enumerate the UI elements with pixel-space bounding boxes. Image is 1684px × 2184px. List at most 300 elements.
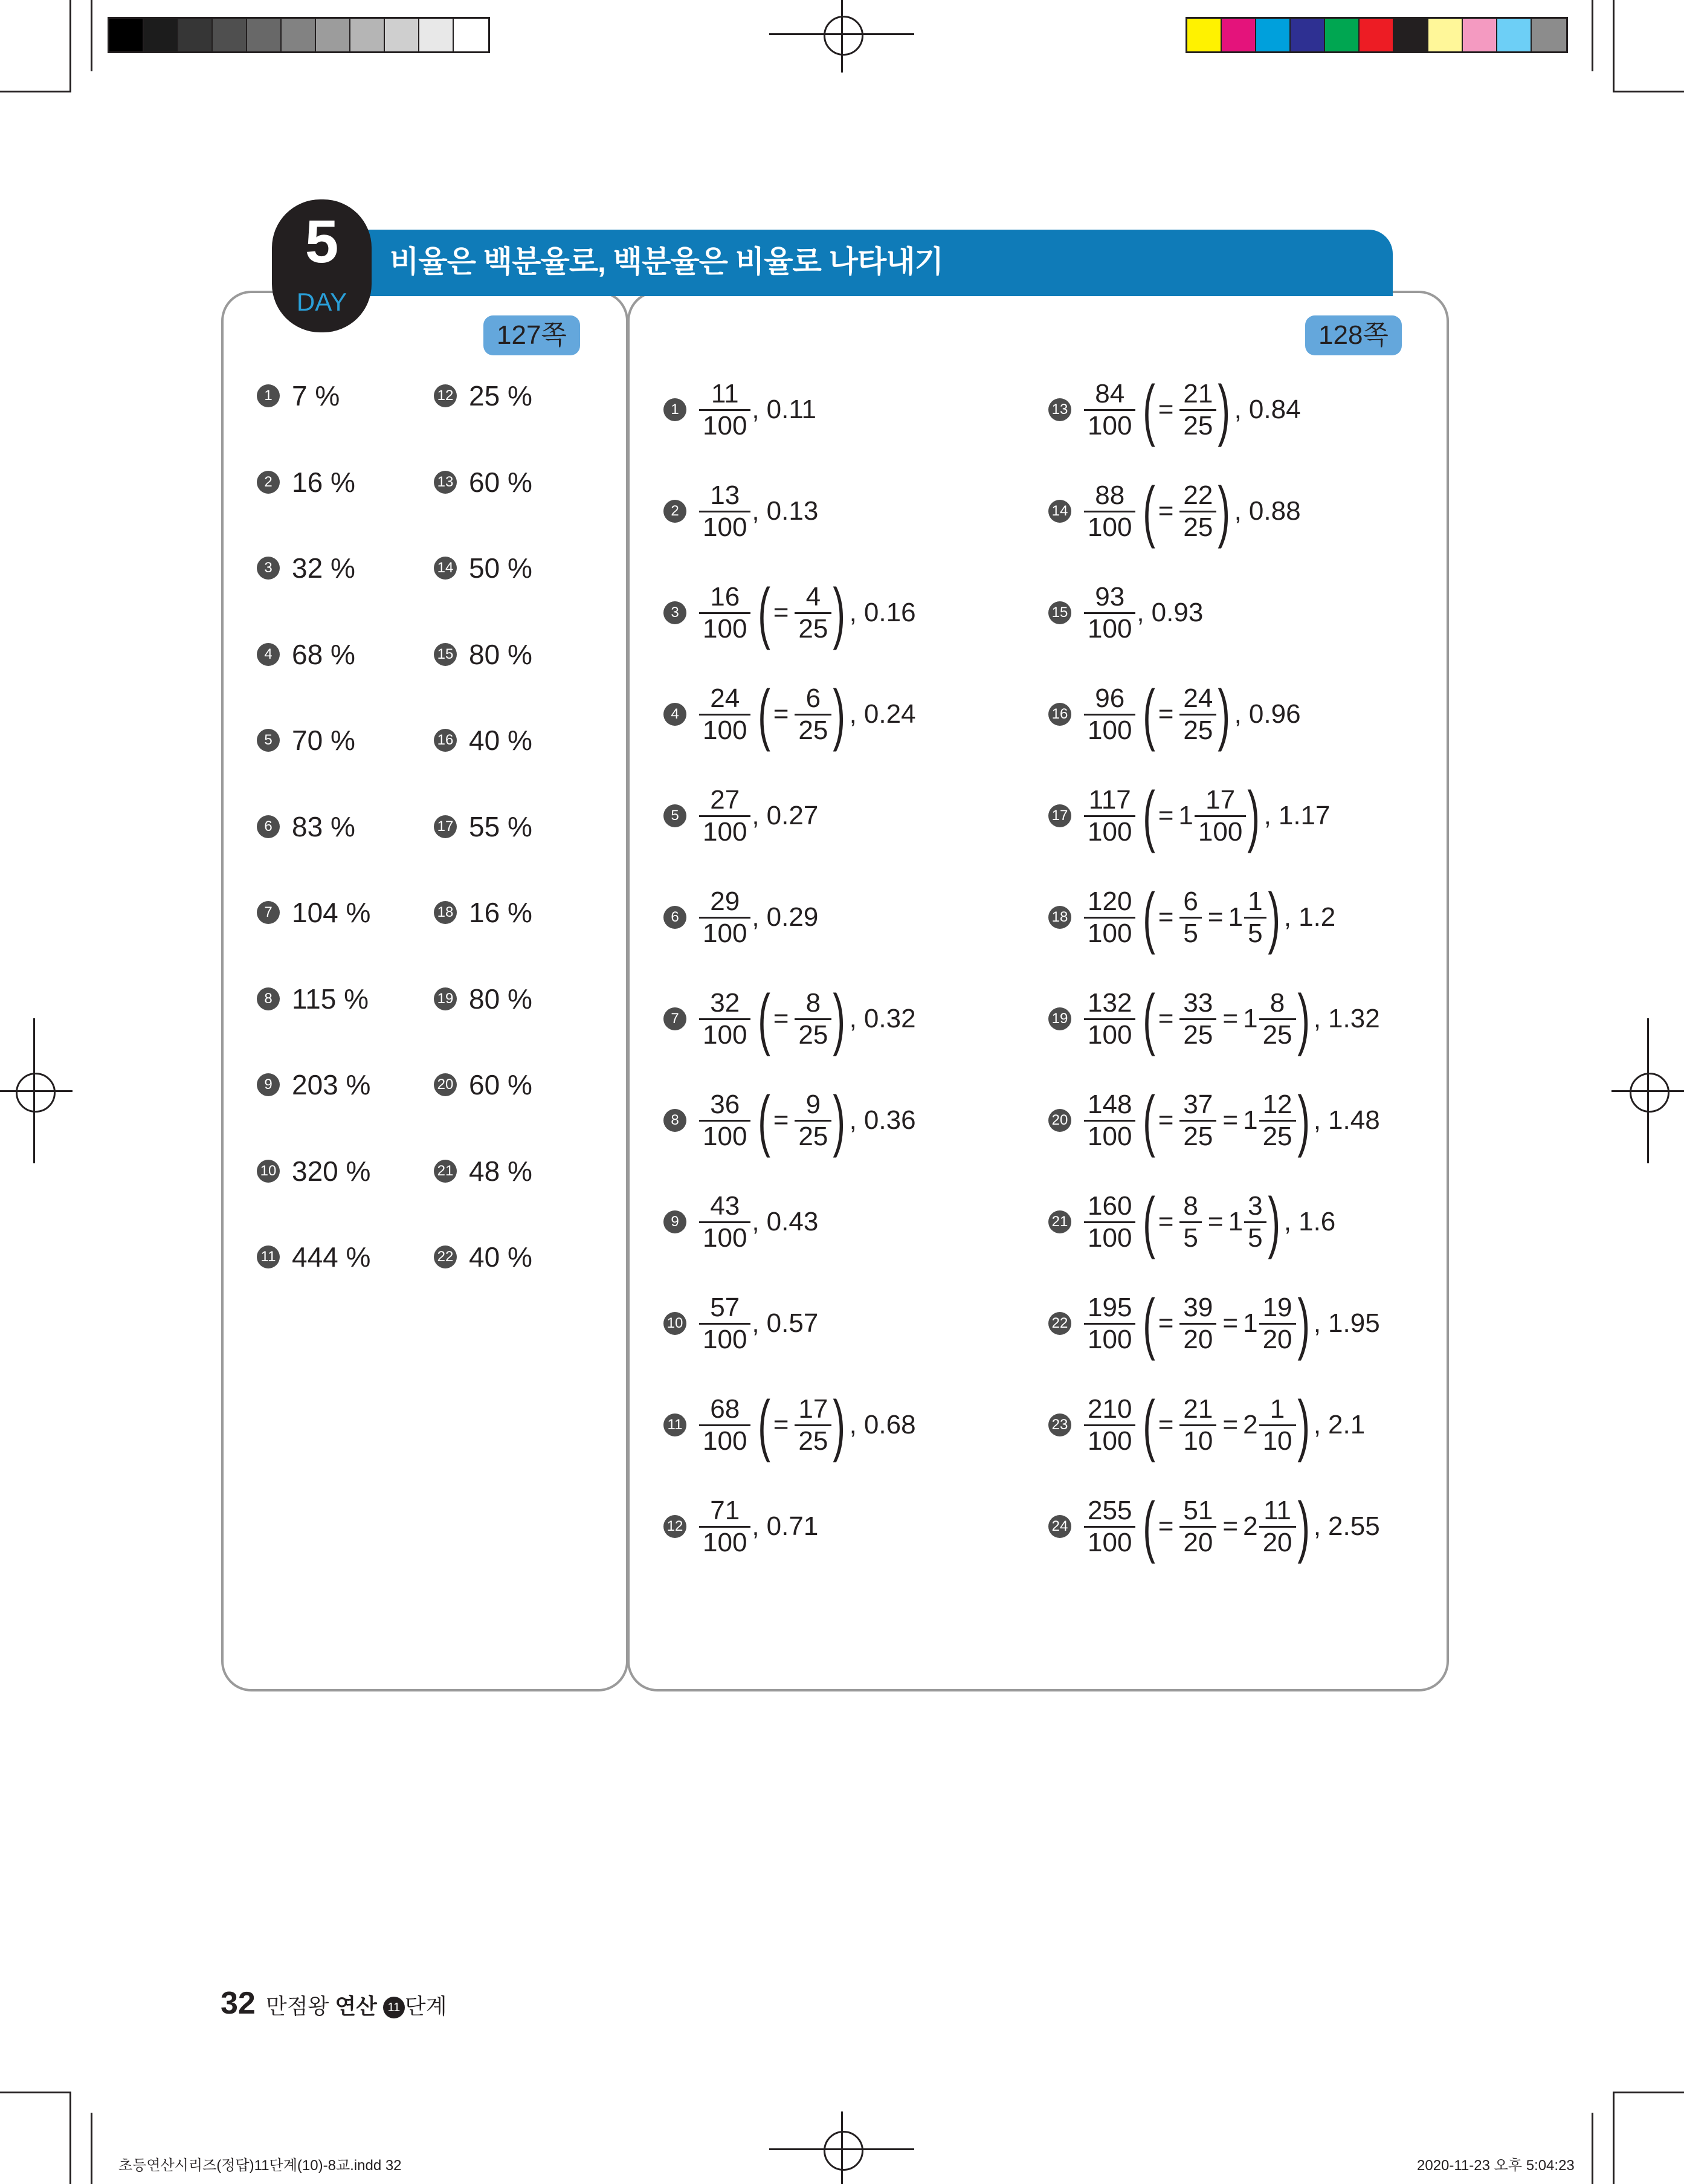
- day-label: DAY: [296, 288, 347, 316]
- whole-number: 1: [1243, 1308, 1258, 1338]
- equals-sign: =: [773, 1105, 789, 1135]
- percent-answer: 104 %: [292, 897, 371, 928]
- left-paren: (: [758, 1082, 771, 1158]
- item-number-badge: 9: [257, 1073, 280, 1096]
- denominator: 25: [1183, 512, 1213, 542]
- comma: ,: [1263, 801, 1271, 830]
- decimal-answer: 0.13: [766, 496, 819, 526]
- whole-number: 2: [1243, 1410, 1258, 1439]
- numerator: 255: [1088, 1495, 1132, 1525]
- grayscale-swatch: [109, 19, 144, 51]
- item-number-badge: 8: [663, 1109, 686, 1132]
- decimal-answer: 0.68: [863, 1410, 916, 1439]
- left-paren: (: [758, 1387, 771, 1462]
- fraction: [795, 582, 831, 644]
- left-paren: (: [1143, 676, 1156, 752]
- percent-answer: 80 %: [469, 983, 532, 1015]
- equals-sign: =: [773, 699, 789, 729]
- numerator: 6: [805, 683, 821, 713]
- numerator: 17: [1205, 784, 1236, 815]
- fraction: [699, 988, 750, 1050]
- simplified-form: [1138, 981, 1314, 1056]
- simplified-form: [1138, 676, 1235, 752]
- equals-sign: =: [1158, 1105, 1174, 1135]
- fraction-answer: [697, 1190, 818, 1254]
- numerator: 8: [1183, 1191, 1198, 1221]
- comma: ,: [1283, 1207, 1292, 1236]
- grayscale-swatch: [350, 19, 385, 51]
- grayscale-swatch: [213, 19, 247, 51]
- comma: ,: [752, 1511, 760, 1541]
- denominator: 100: [703, 1121, 747, 1151]
- decimal-answer: 0.43: [766, 1207, 819, 1236]
- item-number-badge: 19: [1048, 1007, 1071, 1030]
- fraction: [1084, 1090, 1135, 1152]
- simplified-form: [753, 1387, 850, 1462]
- item-number-badge: 22: [434, 1245, 457, 1268]
- right-paren: ): [1267, 879, 1280, 955]
- fraction: [1179, 988, 1216, 1050]
- equals-sign: =: [1222, 1004, 1239, 1033]
- process-swatch: [1497, 19, 1532, 51]
- fraction: [699, 1090, 750, 1152]
- denominator: 100: [703, 1324, 747, 1354]
- numerator: 39: [1183, 1292, 1213, 1322]
- comma: ,: [752, 395, 760, 424]
- numerator: 33: [1183, 987, 1213, 1018]
- item-number-badge: 21: [434, 1160, 457, 1183]
- fraction: [1179, 1090, 1216, 1152]
- item-number-badge: 2: [257, 471, 280, 494]
- numerator: 11: [1263, 1495, 1291, 1525]
- item-number-badge: 3: [257, 557, 280, 580]
- right-paren: ): [1297, 1285, 1310, 1361]
- numerator: 71: [710, 1495, 740, 1525]
- equals-sign: =: [1158, 1410, 1174, 1439]
- simplified-form: [1138, 1184, 1285, 1259]
- comma: ,: [1234, 699, 1242, 729]
- grayscale-swatch: [144, 19, 178, 51]
- left-paren: (: [758, 981, 771, 1056]
- denominator: 25: [1183, 715, 1213, 745]
- fraction: [1179, 683, 1216, 746]
- percent-answer: 7 %: [292, 380, 340, 412]
- item-number-badge: 17: [1048, 804, 1071, 827]
- denominator: 100: [1088, 1223, 1132, 1253]
- fraction: [1259, 1394, 1296, 1456]
- right-paren: ): [1218, 676, 1231, 752]
- fraction: [699, 887, 750, 949]
- fraction: [1244, 887, 1266, 949]
- book-level-badge: 11: [383, 1997, 405, 2018]
- book-suffix: 단계: [404, 1994, 447, 2018]
- fraction-answer: [697, 1082, 916, 1158]
- fraction: [795, 988, 831, 1050]
- fraction: [1179, 480, 1216, 543]
- numerator: 195: [1088, 1292, 1132, 1322]
- whole-number: 1: [1243, 1004, 1258, 1033]
- process-swatch: [1291, 19, 1325, 51]
- right-paren: ): [1297, 1387, 1310, 1462]
- item-number-badge: 9: [663, 1210, 686, 1233]
- fraction: [1084, 1394, 1135, 1456]
- equals-sign: =: [1222, 1511, 1239, 1541]
- numerator: 12: [1262, 1089, 1292, 1119]
- left-paren: (: [1143, 1387, 1156, 1462]
- denominator: 100: [1088, 410, 1132, 441]
- whole-number: 1: [1228, 1207, 1244, 1236]
- denominator: 100: [703, 1527, 747, 1557]
- denominator: 100: [703, 512, 747, 542]
- equals-sign: =: [1158, 1004, 1174, 1033]
- denominator: 25: [1183, 410, 1213, 441]
- item-number-badge: 14: [434, 557, 457, 580]
- simplified-form: [1138, 778, 1265, 853]
- decimal-answer: 0.71: [766, 1511, 819, 1541]
- numerator: 24: [710, 683, 740, 713]
- percent-answer: 68 %: [292, 638, 355, 670]
- fraction-answer: [697, 784, 818, 848]
- numerator: 22: [1183, 480, 1213, 510]
- comma: ,: [1313, 1308, 1321, 1338]
- fraction: [1179, 1394, 1216, 1456]
- process-color-bar: [1186, 17, 1568, 53]
- fraction: [1084, 1191, 1135, 1253]
- decimal-answer: 0.11: [766, 395, 817, 424]
- fraction-answer: [697, 378, 816, 442]
- decimal-answer: 0.57: [766, 1308, 819, 1338]
- item-number-badge: 2: [663, 500, 686, 523]
- fraction: [1084, 683, 1135, 746]
- percent-answer: 32 %: [292, 552, 355, 584]
- section-title: 비율은 백분율로, 백분율은 비율로 나타내기: [390, 245, 943, 279]
- grayscale-swatch: [454, 19, 488, 51]
- numerator: 96: [1095, 683, 1125, 713]
- percent-answer: 83 %: [292, 810, 355, 842]
- fraction: [1084, 480, 1135, 543]
- comma: ,: [1313, 1004, 1321, 1033]
- item-number-badge: 1: [663, 398, 686, 421]
- numerator: 17: [798, 1394, 828, 1424]
- equals-sign: =: [1222, 1308, 1239, 1338]
- fraction: [1084, 1496, 1135, 1558]
- percent-answer: 16 %: [292, 466, 355, 498]
- fraction-answer: [697, 981, 916, 1056]
- right-paren: ): [833, 676, 846, 752]
- item-number-badge: 6: [663, 906, 686, 929]
- left-paren: (: [1143, 1285, 1156, 1361]
- grayscale-swatch: [419, 19, 454, 51]
- equals-sign: =: [1207, 902, 1224, 932]
- process-swatch: [1325, 19, 1360, 51]
- numerator: 160: [1088, 1191, 1132, 1221]
- fraction-answer: [1082, 778, 1331, 853]
- numerator: 1: [1269, 1394, 1285, 1424]
- item-number-badge: 21: [1048, 1210, 1071, 1233]
- equals-sign: =: [1158, 1308, 1174, 1338]
- fraction: [1259, 988, 1296, 1050]
- item-number-badge: 18: [1048, 906, 1071, 929]
- denominator: 100: [703, 1426, 747, 1456]
- numerator: 43: [710, 1191, 740, 1221]
- book-bold: 연산: [335, 1994, 377, 2018]
- decimal-answer: 1.32: [1328, 1004, 1380, 1033]
- denominator: 100: [1088, 1527, 1132, 1557]
- equals-sign: =: [773, 598, 789, 627]
- denominator: 5: [1248, 918, 1263, 948]
- comma: ,: [849, 1004, 857, 1033]
- decimal-answer: 1.95: [1328, 1308, 1380, 1338]
- fraction: [1084, 582, 1135, 644]
- denominator: 20: [1183, 1527, 1213, 1557]
- comma: ,: [752, 1308, 760, 1338]
- decimal-answer: 0.36: [863, 1105, 916, 1135]
- equals-sign: =: [1158, 1207, 1174, 1236]
- numerator: 27: [710, 784, 740, 815]
- right-paren: ): [1297, 1082, 1310, 1158]
- equals-sign: =: [1158, 699, 1174, 729]
- comma: ,: [1313, 1511, 1321, 1541]
- process-swatch: [1256, 19, 1291, 51]
- denominator: 100: [703, 918, 747, 948]
- denominator: 20: [1183, 1324, 1213, 1354]
- numerator: 210: [1088, 1394, 1132, 1424]
- right-paren: ): [833, 575, 846, 650]
- grayscale-swatch: [385, 19, 419, 51]
- decimal-answer: 1.2: [1298, 902, 1336, 932]
- numerator: 4: [805, 581, 821, 612]
- item-number-badge: 4: [257, 643, 280, 666]
- left-paren: (: [1143, 1488, 1156, 1564]
- decimal-answer: 0.27: [766, 801, 819, 830]
- denominator: 100: [1088, 1426, 1132, 1456]
- numerator: 148: [1088, 1089, 1132, 1119]
- comma: ,: [752, 801, 760, 830]
- denominator: 25: [798, 1121, 828, 1151]
- left-paren: (: [1143, 1184, 1156, 1259]
- fraction-answer: [1082, 1488, 1380, 1564]
- fraction: [1179, 1293, 1216, 1355]
- percent-answer: 80 %: [469, 638, 532, 670]
- fraction: [699, 379, 750, 441]
- numerator: 16: [710, 581, 740, 612]
- whole-number: 2: [1243, 1511, 1258, 1541]
- item-number-badge: 20: [434, 1073, 457, 1096]
- percent-answer: 320 %: [292, 1155, 371, 1187]
- left-paren: (: [758, 676, 771, 752]
- comma: ,: [849, 1410, 857, 1439]
- simplified-form: [1138, 1488, 1314, 1564]
- equals-sign: =: [773, 1004, 789, 1033]
- item-number-badge: 14: [1048, 500, 1071, 523]
- item-number-badge: 3: [663, 601, 686, 624]
- fraction-answer: [1082, 1082, 1380, 1158]
- simplified-form: [753, 575, 850, 650]
- decimal-answer: 1.48: [1328, 1105, 1380, 1135]
- denominator: 100: [1088, 1019, 1132, 1050]
- fraction-answer: [697, 1291, 818, 1355]
- process-swatch: [1394, 19, 1428, 51]
- numerator: 6: [1183, 886, 1198, 916]
- fraction: [1195, 785, 1246, 847]
- item-number-badge: 8: [257, 987, 280, 1010]
- numerator: 32: [710, 987, 740, 1018]
- left-paren: (: [758, 575, 771, 650]
- comma: ,: [752, 1207, 760, 1236]
- denominator: 100: [1088, 715, 1132, 745]
- denominator: 100: [703, 1019, 747, 1050]
- left-paren: (: [1143, 1082, 1156, 1158]
- fraction-answer: [1082, 1387, 1366, 1462]
- fraction-answer: [1082, 473, 1301, 549]
- page-number: 32: [221, 1986, 256, 2021]
- denominator: 25: [1262, 1121, 1292, 1151]
- item-number-badge: 12: [663, 1515, 686, 1538]
- numerator: 8: [805, 987, 821, 1018]
- decimal-answer: 0.16: [863, 598, 916, 627]
- fraction: [699, 1293, 750, 1355]
- item-number-badge: 10: [663, 1312, 686, 1335]
- decimal-answer: 0.24: [863, 699, 916, 729]
- right-paren: ): [833, 1387, 846, 1462]
- percent-answer: 48 %: [469, 1155, 532, 1187]
- item-number-badge: 6: [257, 815, 280, 838]
- equals-sign: =: [1158, 395, 1174, 424]
- fraction: [699, 480, 750, 543]
- percent-answer: 16 %: [469, 897, 532, 928]
- book-prefix: 만점왕: [266, 1994, 329, 2018]
- fraction: [1244, 1191, 1266, 1253]
- fraction-answer: [1082, 879, 1336, 955]
- equals-sign: =: [773, 1410, 789, 1439]
- fraction-answer: [697, 1494, 818, 1559]
- left-paren: (: [1143, 778, 1156, 853]
- comma: ,: [849, 699, 857, 729]
- numerator: 117: [1088, 784, 1131, 815]
- fraction: [699, 1191, 750, 1253]
- fraction-answer: [1082, 1184, 1336, 1259]
- numerator: 1: [1248, 886, 1263, 916]
- denominator: 25: [798, 1019, 828, 1050]
- numerator: 9: [805, 1089, 821, 1119]
- item-number-badge: 22: [1048, 1312, 1071, 1335]
- fraction: [1179, 887, 1201, 949]
- fraction: [1259, 1090, 1296, 1152]
- item-number-badge: 16: [1048, 703, 1071, 726]
- denominator: 100: [703, 613, 747, 644]
- numerator: 13: [710, 480, 740, 510]
- percent-answer: 60 %: [469, 1069, 532, 1100]
- decimal-answer: 2.55: [1328, 1511, 1380, 1541]
- equals-sign: =: [1207, 1207, 1224, 1236]
- decimal-answer: 0.84: [1248, 395, 1301, 424]
- decimal-answer: 0.93: [1151, 598, 1204, 627]
- item-number-badge: 11: [257, 1245, 280, 1268]
- item-number-badge: 4: [663, 703, 686, 726]
- fraction: [1084, 988, 1135, 1050]
- comma: ,: [1137, 598, 1144, 627]
- item-number-badge: 18: [434, 901, 457, 924]
- numerator: 132: [1088, 987, 1132, 1018]
- item-number-badge: 5: [663, 804, 686, 827]
- numerator: 11: [711, 378, 739, 409]
- fraction: [1084, 379, 1135, 441]
- comma: ,: [1313, 1410, 1321, 1439]
- denominator: 20: [1262, 1527, 1292, 1557]
- denominator: 100: [1198, 816, 1243, 847]
- denominator: 25: [798, 613, 828, 644]
- simplified-form: [753, 981, 850, 1056]
- fraction-answer: [1082, 981, 1380, 1056]
- print-timestamp: 2020-11-23 오후 5:04:23: [1417, 2157, 1575, 2174]
- file-name: 초등연산시리즈(정답)11단계(10)-8교.indd 32: [118, 2157, 402, 2174]
- percent-answer: 55 %: [469, 810, 532, 842]
- item-number-badge: 1: [257, 384, 280, 407]
- denominator: 100: [703, 410, 747, 441]
- percent-answer: 444 %: [292, 1241, 371, 1273]
- right-paren: ): [1267, 1184, 1280, 1259]
- grayscale-swatch: [247, 19, 282, 51]
- fraction: [795, 683, 831, 746]
- grayscale-swatch: [316, 19, 350, 51]
- numerator: 57: [710, 1292, 740, 1322]
- simplified-form: [1138, 372, 1235, 447]
- percent-answer: 203 %: [292, 1069, 371, 1100]
- comma: ,: [1283, 902, 1292, 932]
- simplified-form: [1138, 1285, 1314, 1361]
- process-swatch: [1428, 19, 1463, 51]
- left-paren: (: [1143, 879, 1156, 955]
- grayscale-swatch: [178, 19, 213, 51]
- right-paren: ): [1247, 778, 1260, 853]
- simplified-form: [753, 676, 850, 752]
- left-paren: (: [1143, 981, 1156, 1056]
- item-number-badge: 11: [663, 1413, 686, 1436]
- percent-answer: 60 %: [469, 466, 532, 498]
- numerator: 29: [710, 886, 740, 916]
- fraction: [1259, 1293, 1296, 1355]
- denominator: 100: [1088, 1121, 1132, 1151]
- fraction: [699, 785, 750, 847]
- equals-sign: =: [1158, 496, 1174, 526]
- decimal-answer: 0.29: [766, 902, 819, 932]
- numerator: 8: [1269, 987, 1285, 1018]
- numerator: 3: [1248, 1191, 1263, 1221]
- fraction-answer: [697, 575, 916, 650]
- denominator: 25: [1183, 1121, 1213, 1151]
- fraction: [1084, 887, 1135, 949]
- left-paren: (: [1143, 372, 1156, 447]
- denominator: 25: [1183, 1019, 1213, 1050]
- comma: ,: [1234, 496, 1242, 526]
- fraction: [1084, 1293, 1135, 1355]
- decimal-answer: 0.32: [863, 1004, 916, 1033]
- book-title: [266, 1989, 447, 2020]
- denominator: 5: [1183, 1223, 1198, 1253]
- decimal-answer: 0.88: [1248, 496, 1301, 526]
- denominator: 100: [703, 715, 747, 745]
- comma: ,: [1234, 395, 1242, 424]
- grayscale-color-bar: [108, 17, 490, 53]
- fraction: [1259, 1496, 1296, 1558]
- comma: ,: [752, 496, 760, 526]
- page-tag-128: 128쪽: [1305, 315, 1402, 355]
- whole-number: 1: [1243, 1105, 1258, 1135]
- day-badge: [272, 199, 372, 332]
- grayscale-swatch: [282, 19, 316, 51]
- item-number-badge: 7: [257, 901, 280, 924]
- fraction-answer: [1082, 581, 1203, 645]
